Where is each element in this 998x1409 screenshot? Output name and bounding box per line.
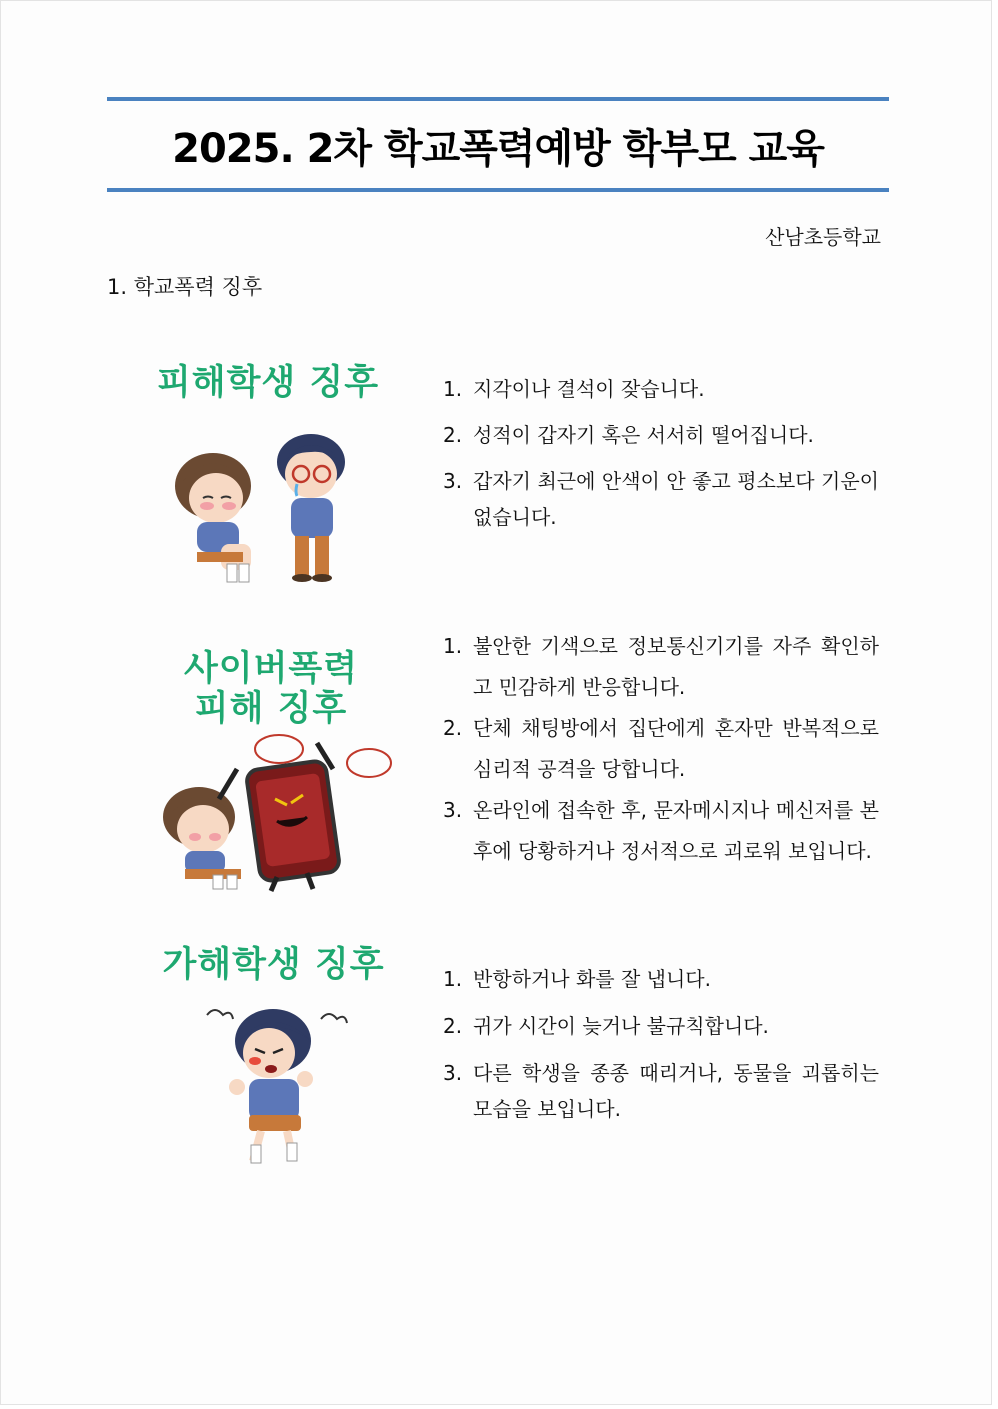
perpetrator-signs-title-line: 가해학생 징후 — [162, 945, 385, 985]
item-text: 단체 채팅방에서 집단에게 혼자만 반복적으로 심리적 공격을 당합니다. — [473, 716, 879, 781]
item-text: 온라인에 접속한 후, 문자메시지나 메신저를 본 후에 당황하거나 정서적으로 괴로워 보입니다. — [473, 798, 879, 863]
list-item — [443, 961, 879, 997]
perpetrator-signs-title — [131, 945, 416, 985]
item-number: 1. — [443, 377, 463, 401]
item-text: 갑자기 최근에 안색이 안 좋고 평소보다 기운이 없습니다. — [473, 469, 879, 529]
cyber-victim-signs-list — [443, 626, 879, 872]
list-item — [443, 371, 879, 407]
list-item — [443, 1008, 879, 1044]
item-number: 2. — [443, 423, 463, 447]
item-text: 지각이나 결석이 잦습니다. — [473, 377, 705, 401]
cyberbullying-illustration — [157, 729, 397, 894]
sad-students-illustration — [161, 426, 371, 586]
anger-puff-left — [207, 1010, 233, 1019]
school-name: 산남초등학교 — [765, 225, 881, 249]
list-item — [443, 417, 879, 453]
item-number: 3. — [443, 469, 463, 493]
angry-student-illustration — [193, 997, 353, 1177]
item-text: 다른 학생을 종종 때리거나, 동물을 괴롭히는 모습을 보입니다. — [473, 1061, 879, 1121]
cyber-victim-title-line-1: 사이버폭력 — [183, 649, 359, 689]
list-item — [443, 1055, 879, 1127]
item-number: 2. — [443, 716, 463, 740]
cyber-victim-title-line-2: 피해 징후 — [194, 689, 348, 729]
perpetrator-signs-list — [443, 961, 879, 1138]
item-number: 1. — [443, 967, 463, 991]
title-bottom-rule — [107, 188, 889, 192]
victim-signs-title — [133, 363, 403, 403]
item-number: 1. — [443, 634, 463, 658]
list-item — [443, 708, 879, 790]
victim-signs-list — [443, 371, 879, 545]
page-title: 2025. 2차 학교폭력예방 학부모 교육 — [172, 126, 824, 172]
item-text: 반항하거나 화를 잘 냅니다. — [473, 967, 711, 991]
item-text: 불안한 기색으로 정보통신기기를 자주 확인하고 민감하게 반응합니다. — [473, 634, 879, 699]
list-item — [443, 790, 879, 872]
item-number: 3. — [443, 1061, 463, 1085]
cyber-victim-signs-title — [151, 649, 391, 729]
title-top-rule — [107, 97, 889, 101]
item-text: 성적이 갑자기 혹은 서서히 떨어집니다. — [473, 423, 814, 447]
victim-signs-title-line: 피해학생 징후 — [156, 363, 380, 403]
list-item — [443, 626, 879, 708]
item-text: 귀가 시간이 늦거나 불규칙합니다. — [473, 1014, 769, 1038]
item-number: 2. — [443, 1014, 463, 1038]
anger-puff-right — [321, 1014, 347, 1023]
list-item — [443, 463, 879, 535]
item-number: 3. — [443, 798, 463, 822]
section-heading: 1. 학교폭력 징후 — [107, 275, 263, 299]
